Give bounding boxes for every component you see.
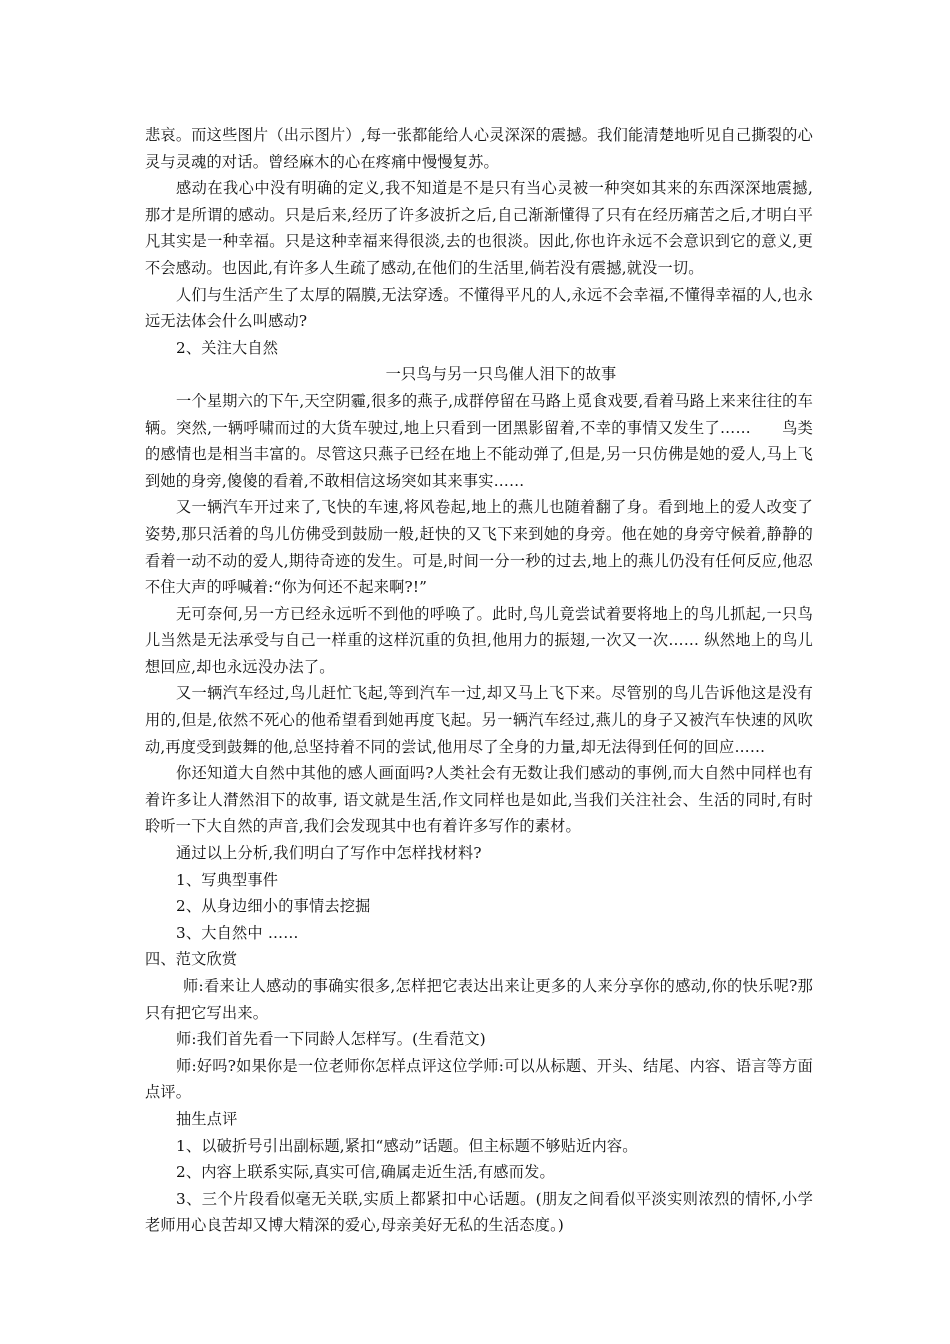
story-paragraph-1: 一个星期六的下午,天空阴霾,很多的燕子,成群停留在马路上觅食戏要,看着马路上来来往往的车辆。突然,一辆呼啸而过的大货车驶过,地上只看到一团黑影留着,不幸的事情又发生了…… 鸟类的感情也是相当丰富的。尽管这只燕子已经在地上不能动弹了,但是,另一只仿佛是她的爱人,马上飞到她的身旁,傻傻的看着,不敢相信这场突如其来事实……	[145, 391, 813, 490]
list-item-typical-events: 1、写典型事件	[176, 870, 279, 889]
story-paragraph-2: 又一辆汽车开过来了,飞快的车速,将风卷起,地上的燕儿也随着翻了身。看到地上的爱人改变了姿势,那只活着的鸟儿仿佛受到鼓励一般,赶快的又飞下来到她的身旁。他在她的身旁守候着,静静的看着一动不动的爱人,期待奇迹的发生。可是,时间一分一秒的过去,地上的燕儿仍没有任何反应,他忍不住大声的呼喊着:“你为何还不起来啊?!”	[145, 498, 813, 597]
comment-item-1: 1、以破折号引出副标题,紧扣“感动”话题。但主标题不够贴近内容。	[176, 1136, 638, 1155]
teacher-line-2: 师:我们首先看一下同龄人怎样写。(生看范文)	[176, 1030, 486, 1049]
student-comment-heading: 抽生点评	[176, 1109, 238, 1128]
teacher-line-1: 师:看来让人感动的事确实很多,怎样把它表达出来让更多的人来分享你的感动,你的快乐呢?那只有把它写出来。	[145, 977, 813, 1022]
paragraph-analysis-question: 通过以上分析,我们明白了写作中怎样找材料?	[176, 844, 482, 863]
document-page	[145, 122, 813, 1239]
paragraph-sorrow: 悲哀。而这些图片（出示图片）,每一张都能给人心灵深深的震撼。我们能清楚地听见自己撕裂的心灵与灵魂的对话。曾经麻木的心在疼痛中慢慢复苏。	[145, 126, 813, 171]
paragraph-nature-reflection: 你还知道大自然中其他的感人画面吗?人类社会有无数让我们感动的事例,而大自然中同样也有着许多让人潸然泪下的故事, 语文就是生活,作文同样也是如此,当我们关注社会、生活的同时,有时聆听一下大自然的声音,我们会发现其中也有着许多写作的素材。	[145, 764, 813, 836]
paragraph-definition-of-moved: 感动在我心中没有明确的定义,我不知道是不是只有当心灵被一种突如其来的东西深深地震撼,那才是所谓的感动。只是后来,经历了许多波折之后,自己渐渐懂得了只有在经历痛苦之后,才明白平凡其实是一种幸福。只是这种幸福来得很淡,去的也很淡。因此,你也许永远不会意识到它的意义,更不会感动。也因此,有许多人生疏了感动,在他们的生活里,倘若没有震撼,就没一切。	[145, 179, 813, 277]
story-title: 一只鸟与另一只鸟催人泪下的故事	[385, 365, 617, 384]
comment-item-3: 3、三个片段看似毫无关联,实质上都紧扣中心话题。(朋友之间看似平淡实则浓烈的情怀,小学老师用心良苦却又博大精深的爱心,母亲美好无私的生活态度。)	[145, 1189, 813, 1235]
list-item-nature: 3、大自然中 ……	[176, 923, 299, 942]
teacher-line-3: 师:好吗?如果你是一位老师你怎样点评这位学师:可以从标题、开头、结尾、内容、语言等方面点评。	[145, 1056, 813, 1102]
paragraph-barrier-with-life: 人们与生活产生了太厚的隔膜,无法穿透。不懂得平凡的人,永远不会幸福,不懂得幸福的人,也永远无法体会什么叫感动?	[145, 285, 813, 331]
subheading-nature: 2、关注大自然	[176, 338, 279, 357]
list-item-small-things: 2、从身边细小的事情去挖掘	[176, 897, 371, 916]
story-paragraph-3: 无可奈何,另一方已经永远听不到他的呼唤了。此时,鸟儿竟尝试着要将地上的鸟儿抓起,一只鸟儿当然是无法承受与自己一样重的这样沉重的负担,他用力的振翅,一次又一次…… 纵然地上的鸟儿想回应,却也永远没办法了。	[145, 604, 813, 676]
story-paragraph-4: 又一辆汽车经过,鸟儿赶忙飞起,等到汽车一过,却又马上飞下来。尽管别的鸟儿告诉他这是没有用的,但是,依然不死心的他希望看到她再度飞起。另一辆汽车经过,燕儿的身子又被汽车快速的风吹动,再度受到鼓舞的他,总坚持着不同的尝试,他用尽了全身的力量,却无法得到任何的回应……	[145, 684, 813, 756]
comment-item-2: 2、内容上联系实际,真实可信,确属走近生活,有感而发。	[176, 1163, 555, 1182]
section-heading-model-essay: 四、范文欣赏	[145, 950, 238, 969]
